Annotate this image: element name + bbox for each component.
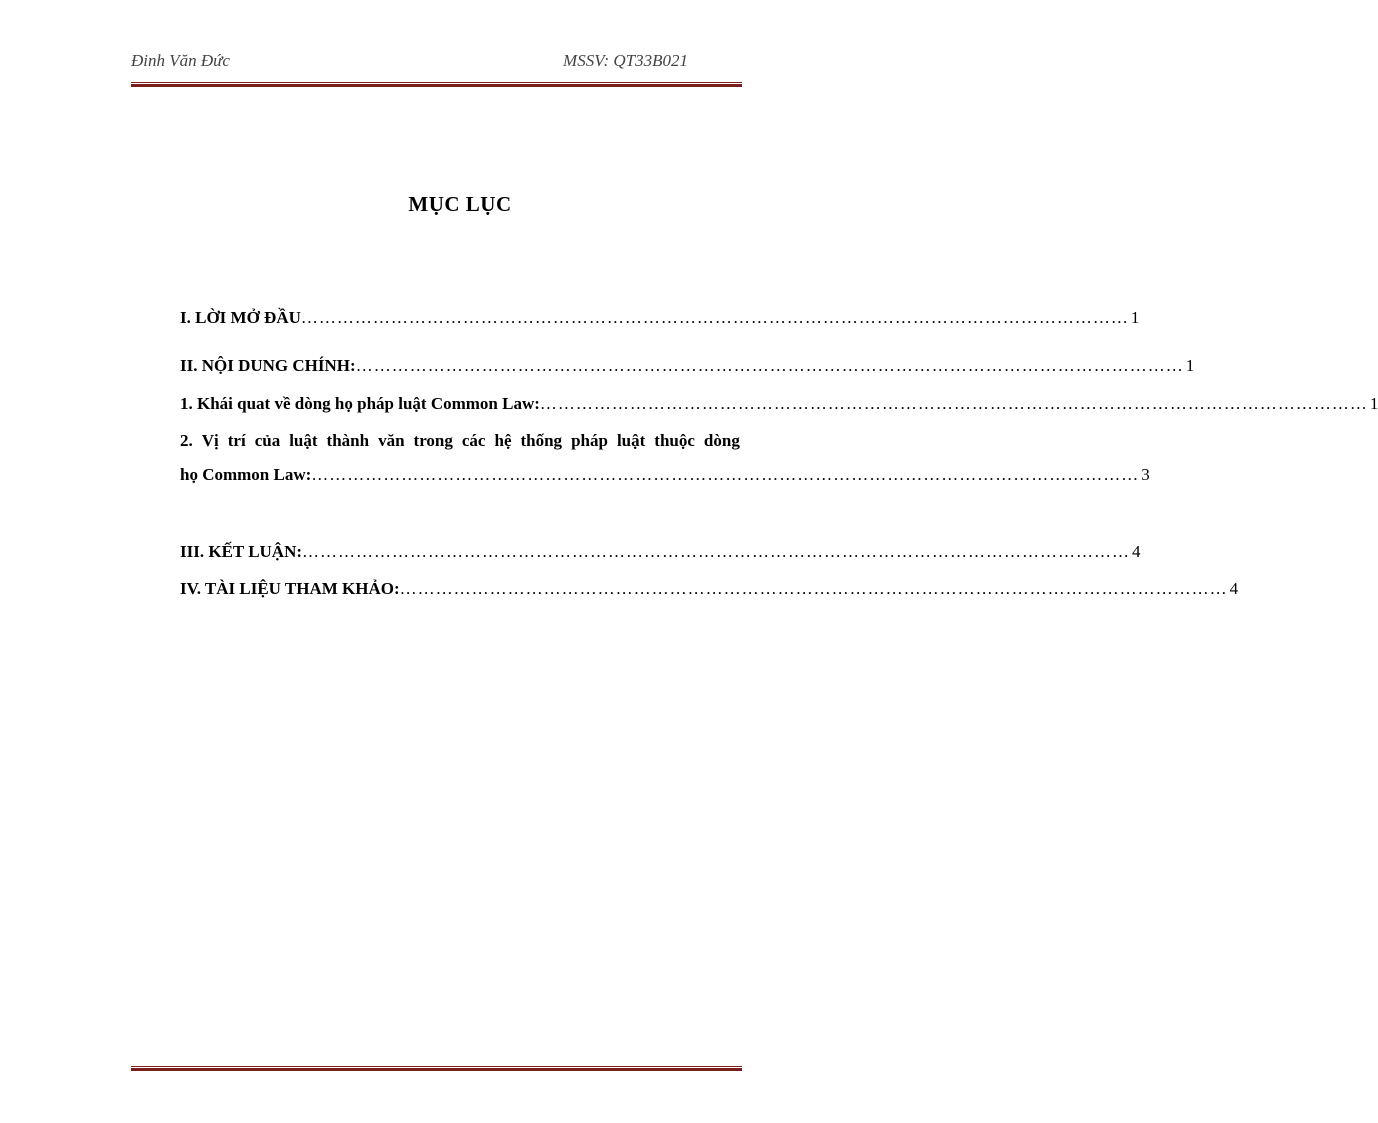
header-rule <box>131 82 742 87</box>
header-author: Đinh Văn Đức <box>131 51 230 70</box>
toc-entry-label: I. LỜI MỞ ĐẦU <box>180 308 301 327</box>
toc-entry-noi-dung-chinh[interactable] <box>180 356 1195 376</box>
toc-entry-page: 4 <box>1229 579 1239 598</box>
toc-leader-dots: ………………………………………………………………………………………………………………………… <box>399 579 1228 598</box>
toc-leader-dots: ………………………………………………………………………………………………………………………… <box>302 542 1131 561</box>
toc-entry-label: III. KẾT LUẬN: <box>180 542 303 561</box>
toc-entry-page: 4 <box>1132 542 1141 561</box>
footer-rule <box>131 1066 742 1071</box>
toc-entry-page: 3 <box>1141 465 1150 484</box>
toc-entry-label-line-1: 2. Vị trí của luật thành văn trong các hệ thống pháp luật thuộc dòng <box>180 431 740 450</box>
toc-entry-label: II. NỘI DUNG CHÍNH: <box>180 356 356 375</box>
toc-title: MỤC LỤC <box>408 192 512 216</box>
toc-entry-page: 1 <box>1369 394 1378 413</box>
toc-entry-tai-lieu-tham-khao[interactable] <box>180 579 1239 599</box>
toc-entry-khai-quat[interactable] <box>180 394 1378 414</box>
toc-entry-label: họ Common Law: <box>180 465 312 484</box>
toc-entry-page: 1 <box>1130 308 1140 327</box>
toc-entry-vi-tri-luat-thanh-van[interactable] <box>180 431 1150 485</box>
toc-leader-dots: ………………………………………………………………………………………………………………………… <box>300 308 1129 327</box>
header-student-id: MSSV: QT33B021 <box>563 51 688 70</box>
toc-entry-label: 1. Khái quat về dòng họ pháp luật Common Law: <box>180 394 540 413</box>
toc-entry-page: 1 <box>1185 356 1195 375</box>
toc-leader-dots: ………………………………………………………………………………………………………………………… <box>355 356 1184 375</box>
toc-leader-dots: ………………………………………………………………………………………………………………………… <box>539 394 1368 413</box>
toc-entry-ket-luan[interactable] <box>180 542 1141 562</box>
toc-entry-label-line-2 <box>180 465 1150 485</box>
toc-leader-dots: ………………………………………………………………………………………………………………………… <box>311 465 1140 484</box>
toc-entry-loi-mo-dau[interactable] <box>180 308 1140 328</box>
toc-entry-label: IV. TÀI LIỆU THAM KHẢO: <box>180 579 400 598</box>
